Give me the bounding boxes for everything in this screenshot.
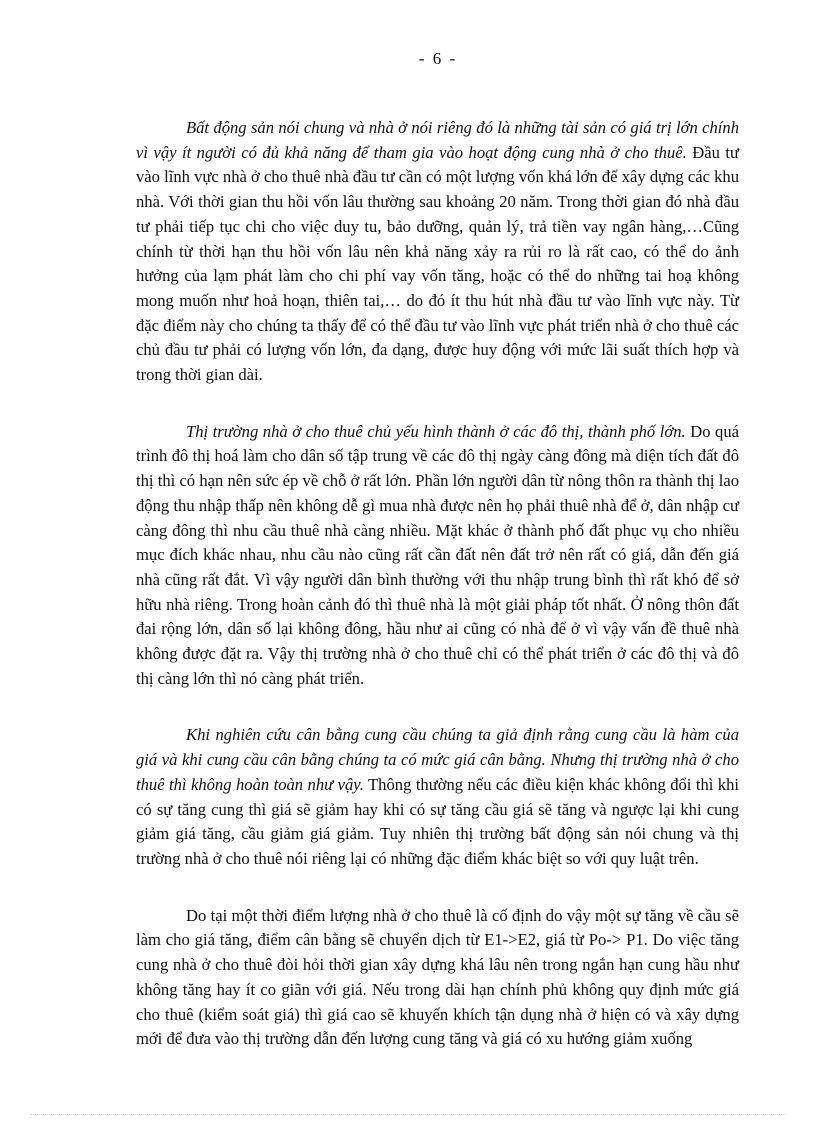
page-number: - 6 - (418, 49, 458, 68)
paragraph-4 (136, 904, 739, 1052)
paragraph-1 (136, 116, 739, 388)
paragraph-2-text: Do quá trình đô thị hoá làm cho dân số tập trung về các đô thị ngày càng đông mà diện tích đất đô thị thì có hạn nên sức ép về chỗ ở rất lớn. Phần lớn người dân từ nông thôn ra thành thị lao động thu nhập thấp nên không dễ gì mua nhà được nên họ phải thuê nhà để ở, dân nhập cư càng đông thì nhu cầu thuê nhà càng nhiều. Mặt khác ở thành phố đất phục vụ cho nhiều mục đích khác nhau, nhu cầu nào cũng rất cần đất nên đất trở nên rất có giá, dẫn đến giá nhà cũng rất đắt. Vì vậy người dân bình thường với thu nhập trung bình thì rất khó để sở hữu nhà riêng. Trong hoàn cảnh đó thì thuê nhà là một giải pháp tốt nhất. Ở nông thôn đất đai rộng lớn, dân số lại không đông, hầu như ai cũng có nhà để ở vì vậy vấn đề thuê nhà không được đặt ra. Vậy thị trường nhà ở cho thuê chỉ có thể phát triển ở các đô thị và đô thị càng lớn thì nó càng phát triển. (136, 421, 739, 688)
paragraph-2-italic: Thị trường nhà ở cho thuê chủ yếu hình thành ở các đô thị, thành phố lớn. (186, 421, 686, 441)
document-body (136, 116, 739, 1084)
paragraph-3 (136, 723, 739, 871)
page-bottom-divider (30, 1114, 786, 1115)
paragraph-3-text: Thông thường nếu các điều kiện khác không đổi thì khi có sự tăng cung thì giá sẽ giảm hay khi có sự tăng cầu giá sẽ tăng và ngược lại khi cung giảm giá tăng, cầu giảm giá giảm. Tuy nhiên thị trường bất động sản nói chung và thị trường nhà ở cho thuê nói riêng lại có những đặc điểm khác biệt so với quy luật trên. (136, 774, 740, 868)
paragraph-4-text: Do tại một thời điểm lượng nhà ở cho thuê là cố định do vậy một sự tăng về cầu sẽ làm cho giá tăng, điểm cân bằng sẽ chuyển dịch từ E1->E2, giá từ Po-> P1. Do việc tăng cung nhà ở cho thuê đòi hỏi thời gian xây dựng khá lâu nên trong ngắn hạn cung hầu như không tăng hay ít co giãn với giá. Nếu trong dài hạn chính phủ không quy định mức giá cho thuê (kiểm soát giá) thì giá cao sẽ khuyến khích tận dụng nhà ở hiện có và xây dựng mới để đưa vào thị trường dẫn đến lượng cung tăng và giá có xu hướng giảm xuống (136, 905, 739, 1049)
paragraph-1-text: Đầu tư vào lĩnh vực nhà ở cho thuê nhà đầu tư cần có một lượng vốn khá lớn để xây dựng các khu nhà. Với thời gian thu hồi vốn lâu thường sau khoảng 20 năm. Trong thời gian đó nhà đầu tư phải tiếp tục chi cho việc duy tu, bảo dưỡng, quản lý, trả tiền vay ngân hàng,…Cũng chính từ thời hạn thu hồi vốn lâu nên khả năng xảy ra rủi ro là rất cao, có thể do ảnh hưởng của lạm phát làm cho chi phí vay vốn tăng, hoặc có thể do những tai hoạ không mong muốn như hoả hoạn, thiên tai,… do đó ít thu hút nhà đầu tư vào lĩnh vực này. Từ đặc điểm này cho chúng ta thấy để có thể đầu tư vào lĩnh vực phát triển nhà ở cho thuê các chủ đầu tư phải có lượng vốn lớn, đa dạng, được huy động với mức lãi suất thích hợp và trong thời gian dài. (136, 142, 739, 385)
paragraph-2 (136, 420, 739, 692)
paragraph-3-italic: Khi nghiên cứu cân bằng cung cầu chúng ta giả định rằng cung cầu là hàm của giá và khi cung cầu cân bằng chúng ta có mức giá cân bằng. Nhưng thị trường nhà ở cho thuê thì không hoàn toàn như vậy. (136, 725, 739, 794)
paragraph-1-italic: Bất động sản nói chung và nhà ở nói riêng đó là những tài sản có giá trị lớn chính vì vậy ít người có đủ khả năng để tham gia vào hoạt động cung nhà ở cho thuê. (136, 118, 739, 162)
